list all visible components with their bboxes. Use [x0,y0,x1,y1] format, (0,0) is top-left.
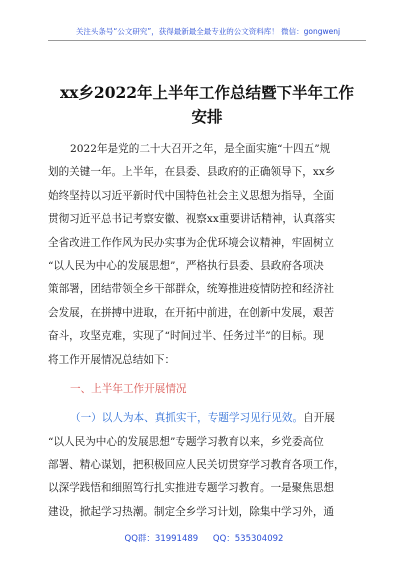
body-line: 2022年是党的二十大召开之年，是全面实施“十四五”规 [70,143,331,155]
body-line: 奋斗，攻坚克难，实现了“时间过半、任务过半”的目标。现 [48,330,324,343]
body-line: 部署、精心谋划，把积极回应人民关切贯穿学习教育各项工作， [48,459,345,472]
header-banner: 关注头条号“公文研究”，获得最新最全最专业的公文资料库！ 微信：gongwenj [75,27,341,36]
document-body [48,138,370,524]
subsection-first-line [48,407,370,430]
body-line: 会发展，在拼搏中进取，在开拓中前进，在创新中发展，艰苦 [48,306,335,319]
subsection-heading: （一）以人为本、真抓实干，专题学习见行见效。 [70,412,304,425]
title-line-2: 安排 [191,107,223,126]
body-line: “以人民为中心的发展思想”专题学习教育以来，乡党委高位 [48,435,324,448]
body-line: “以人民为中心的发展思想”，严格执行县委、县政府各项决 [48,259,324,272]
header-rule [48,40,366,41]
footer-qq-group: QQ群：31991489 [124,534,199,544]
body-line: 贯彻习近平总书记考察安徽、视察xx重要讲话精神，认真落实 [48,213,336,226]
body-line: 策部署，团结带领全乡干部群众，统筹推进疫情防控和经济社 [48,283,335,296]
body-line: 将工作开展情况总结如下： [48,353,176,366]
section-heading: 一、上半年工作开展情况 [70,382,187,395]
footer [0,532,408,544]
title-line-1: xx乡2022年上半年工作总结暨下半年工作 [59,83,355,102]
body-line: 始终坚持以习近平新时代中国特色社会主义思想为指导，全面 [48,189,335,202]
subsection-text: 自开展 [303,412,335,425]
document-title [48,81,366,129]
body-line: 建设，掀起学习热潮。制定全乡学习计划，除集中学习外，通 [48,505,335,518]
footer-qq: QQ：535304092 [212,534,284,544]
body-line: 划的关键一年。上半年，在县委、县政府的正确领导下，xx乡 [48,166,336,179]
body-line: 全省改进工作作风为民办实事为企优环境会议精神，牢固树立 [48,236,335,249]
body-line: 以深学践悟和细照笃行扎实推进专题学习教育。一是聚焦思想 [48,482,335,495]
